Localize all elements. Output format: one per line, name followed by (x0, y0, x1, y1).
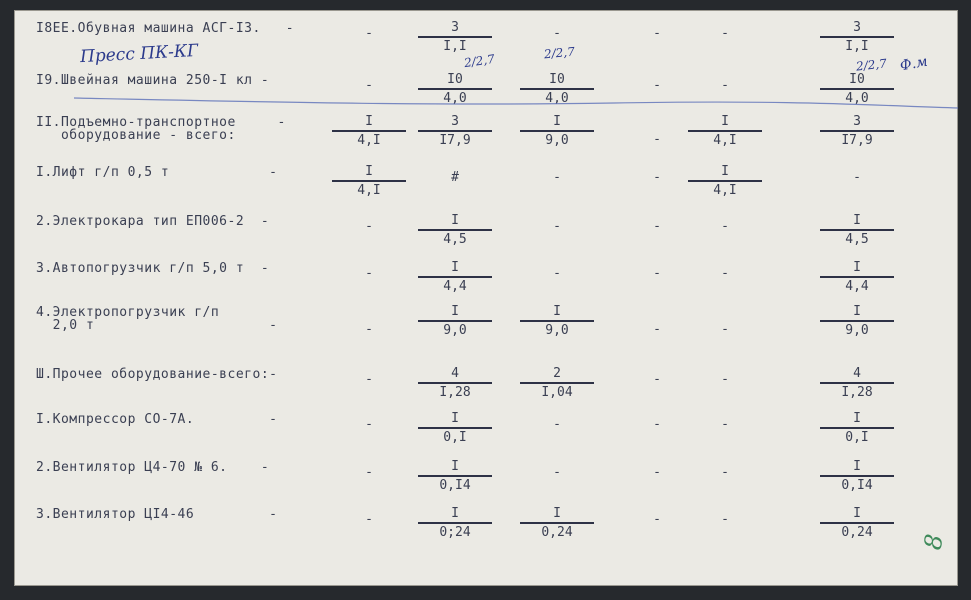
fraction-numerator: I (853, 506, 861, 521)
handwritten-fraction-c: 2/2,7 (855, 56, 888, 74)
row-label: I.Лифт г/п 0,5 т - (36, 165, 278, 180)
document-page (14, 10, 958, 586)
empty-cell: - (653, 322, 661, 337)
fraction-numerator: I (451, 213, 459, 228)
fraction-numerator: 2 (553, 366, 561, 381)
fraction-cell (814, 411, 900, 445)
fraction-numerator: I (853, 459, 861, 474)
fraction-denominator: 4,5 (443, 232, 467, 247)
fraction-denominator: 9,0 (845, 323, 869, 338)
fraction-numerator: 4 (451, 366, 459, 381)
fraction-cell (814, 114, 900, 148)
empty-cell: - (553, 465, 561, 480)
fraction-cell (412, 459, 498, 493)
empty-cell: - (653, 219, 661, 234)
fraction-cell (814, 20, 900, 54)
empty-cell: - (721, 78, 729, 93)
fraction-numerator: I (365, 164, 373, 179)
empty-cell: - (365, 417, 373, 432)
fraction-cell (412, 213, 498, 247)
empty-cell: - (653, 132, 661, 147)
fraction-denominator: 0,I (845, 430, 869, 445)
empty-cell: # (451, 170, 459, 185)
empty-cell: - (653, 266, 661, 281)
fraction-cell (412, 260, 498, 294)
fraction-numerator: I0 (549, 72, 565, 87)
empty-cell: - (653, 465, 661, 480)
fraction-denominator: 0,24 (841, 525, 873, 540)
fraction-numerator: 3 (451, 20, 459, 35)
fraction-cell (412, 114, 498, 148)
fraction-denominator: 4,I (713, 183, 737, 198)
fraction-numerator: I0 (849, 72, 865, 87)
fraction-cell (326, 164, 412, 198)
fraction-cell (514, 114, 600, 148)
row-label: 3.Автопогрузчик г/п 5,0 т - (36, 261, 270, 276)
row-label: 2.Электрокара тип ЕП006-2 - (36, 214, 270, 229)
empty-cell: - (365, 465, 373, 480)
empty-cell: - (653, 78, 661, 93)
fraction-denominator: 0,24 (541, 525, 573, 540)
fraction-denominator: 0,I4 (841, 478, 873, 493)
fraction-denominator: I,I (845, 39, 869, 54)
row-label: I.Компрессор СО-7А. - (36, 412, 278, 427)
fraction-cell (814, 72, 900, 106)
fraction-denominator: 9,0 (545, 323, 569, 338)
fraction-numerator: I (553, 304, 561, 319)
empty-cell: - (553, 170, 561, 185)
fraction-cell (814, 213, 900, 247)
fraction-cell (412, 20, 498, 54)
fraction-denominator: 0;24 (439, 525, 471, 540)
fraction-numerator: I (451, 411, 459, 426)
fraction-cell (514, 506, 600, 540)
empty-cell: - (721, 417, 729, 432)
fraction-numerator: I (721, 164, 729, 179)
empty-cell: - (653, 26, 661, 41)
empty-cell: - (721, 266, 729, 281)
fraction-denominator: 9,0 (545, 133, 569, 148)
fraction-cell (814, 260, 900, 294)
fraction-denominator: I7,9 (439, 133, 471, 148)
empty-cell: - (721, 219, 729, 234)
handwritten-page-mark: 8 (918, 532, 949, 552)
fraction-denominator: 4,I (713, 133, 737, 148)
handwritten-press-note: Пресс ПК-КГ (79, 40, 199, 68)
empty-cell: - (553, 26, 561, 41)
fraction-cell (682, 164, 768, 198)
empty-cell: - (553, 417, 561, 432)
fraction-denominator: I,28 (439, 385, 471, 400)
fraction-numerator: I (451, 304, 459, 319)
fraction-denominator: I,04 (541, 385, 573, 400)
fraction-numerator: I (853, 213, 861, 228)
fraction-cell (514, 366, 600, 400)
fraction-numerator: I (553, 506, 561, 521)
fraction-denominator: I,I (443, 39, 467, 54)
fraction-cell (814, 459, 900, 493)
fraction-cell (412, 304, 498, 338)
empty-cell: - (721, 26, 729, 41)
handwritten-fraction-b: 2/2,7 (543, 44, 576, 62)
empty-cell: - (365, 26, 373, 41)
fraction-numerator: I (721, 114, 729, 129)
row-label: 3.Вентилятор ЦI4-46 - (36, 507, 278, 522)
fraction-denominator: 4,4 (845, 279, 869, 294)
fraction-denominator: 0,I (443, 430, 467, 445)
fraction-numerator: I (451, 260, 459, 275)
fraction-denominator: 9,0 (443, 323, 467, 338)
empty-cell: - (365, 219, 373, 234)
fraction-denominator: 4,0 (845, 91, 869, 106)
empty-cell: - (365, 322, 373, 337)
fraction-denominator: 4,I (357, 133, 381, 148)
fraction-numerator: I (451, 506, 459, 521)
fraction-denominator: I7,9 (841, 133, 873, 148)
fraction-cell (514, 72, 600, 106)
empty-cell: - (553, 266, 561, 281)
fraction-denominator: 4,0 (443, 91, 467, 106)
fraction-cell (814, 304, 900, 338)
empty-cell: - (653, 170, 661, 185)
empty-cell: - (721, 372, 729, 387)
empty-cell: - (721, 465, 729, 480)
empty-cell: - (365, 78, 373, 93)
empty-cell: - (365, 372, 373, 387)
empty-cell: - (365, 266, 373, 281)
fraction-denominator: I,28 (841, 385, 873, 400)
handwritten-fraction-a: 2/2,7 (463, 51, 496, 71)
fraction-numerator: 3 (853, 20, 861, 35)
fraction-cell (814, 366, 900, 400)
handwritten-initials: Ф.м (898, 53, 929, 75)
fraction-numerator: I (451, 459, 459, 474)
row-label: II.Подъемно-транспортное - оборудование - всего: (36, 115, 286, 143)
fraction-cell (682, 114, 768, 148)
fraction-cell (412, 72, 498, 106)
row-label: Ш.Прочее оборудование-всего:- (36, 367, 278, 382)
row-label: I9.Швейная машина 250-I кл - (36, 73, 270, 88)
fraction-numerator: I (853, 411, 861, 426)
fraction-denominator: 4,0 (545, 91, 569, 106)
empty-cell: - (653, 417, 661, 432)
fraction-denominator: 0,I4 (439, 478, 471, 493)
empty-cell: - (653, 512, 661, 527)
empty-cell: - (553, 219, 561, 234)
fraction-denominator: 4,5 (845, 232, 869, 247)
empty-cell: - (721, 512, 729, 527)
fraction-denominator: 4,I (357, 183, 381, 198)
fraction-denominator: 4,4 (443, 279, 467, 294)
fraction-numerator: 4 (853, 366, 861, 381)
fraction-cell (814, 506, 900, 540)
empty-cell: - (853, 170, 861, 185)
fraction-numerator: I (853, 304, 861, 319)
fraction-cell (514, 304, 600, 338)
empty-cell: - (653, 372, 661, 387)
row-label: 4.Электропогрузчик г/п 2,0 т - (36, 305, 278, 333)
fraction-numerator: I0 (447, 72, 463, 87)
fraction-numerator: I (365, 114, 373, 129)
row-label: 2.Вентилятор Ц4-70 № 6. - (36, 460, 270, 475)
fraction-numerator: I (553, 114, 561, 129)
empty-cell: - (721, 322, 729, 337)
fraction-numerator: 3 (451, 114, 459, 129)
row-label: I8ЕЕ.Обувная машина АСГ-I3. - (36, 21, 295, 36)
fraction-cell (326, 114, 412, 148)
fraction-numerator: 3 (853, 114, 861, 129)
fraction-numerator: I (853, 260, 861, 275)
fraction-cell (412, 411, 498, 445)
fraction-cell (412, 506, 498, 540)
empty-cell: - (365, 512, 373, 527)
fraction-cell (412, 366, 498, 400)
